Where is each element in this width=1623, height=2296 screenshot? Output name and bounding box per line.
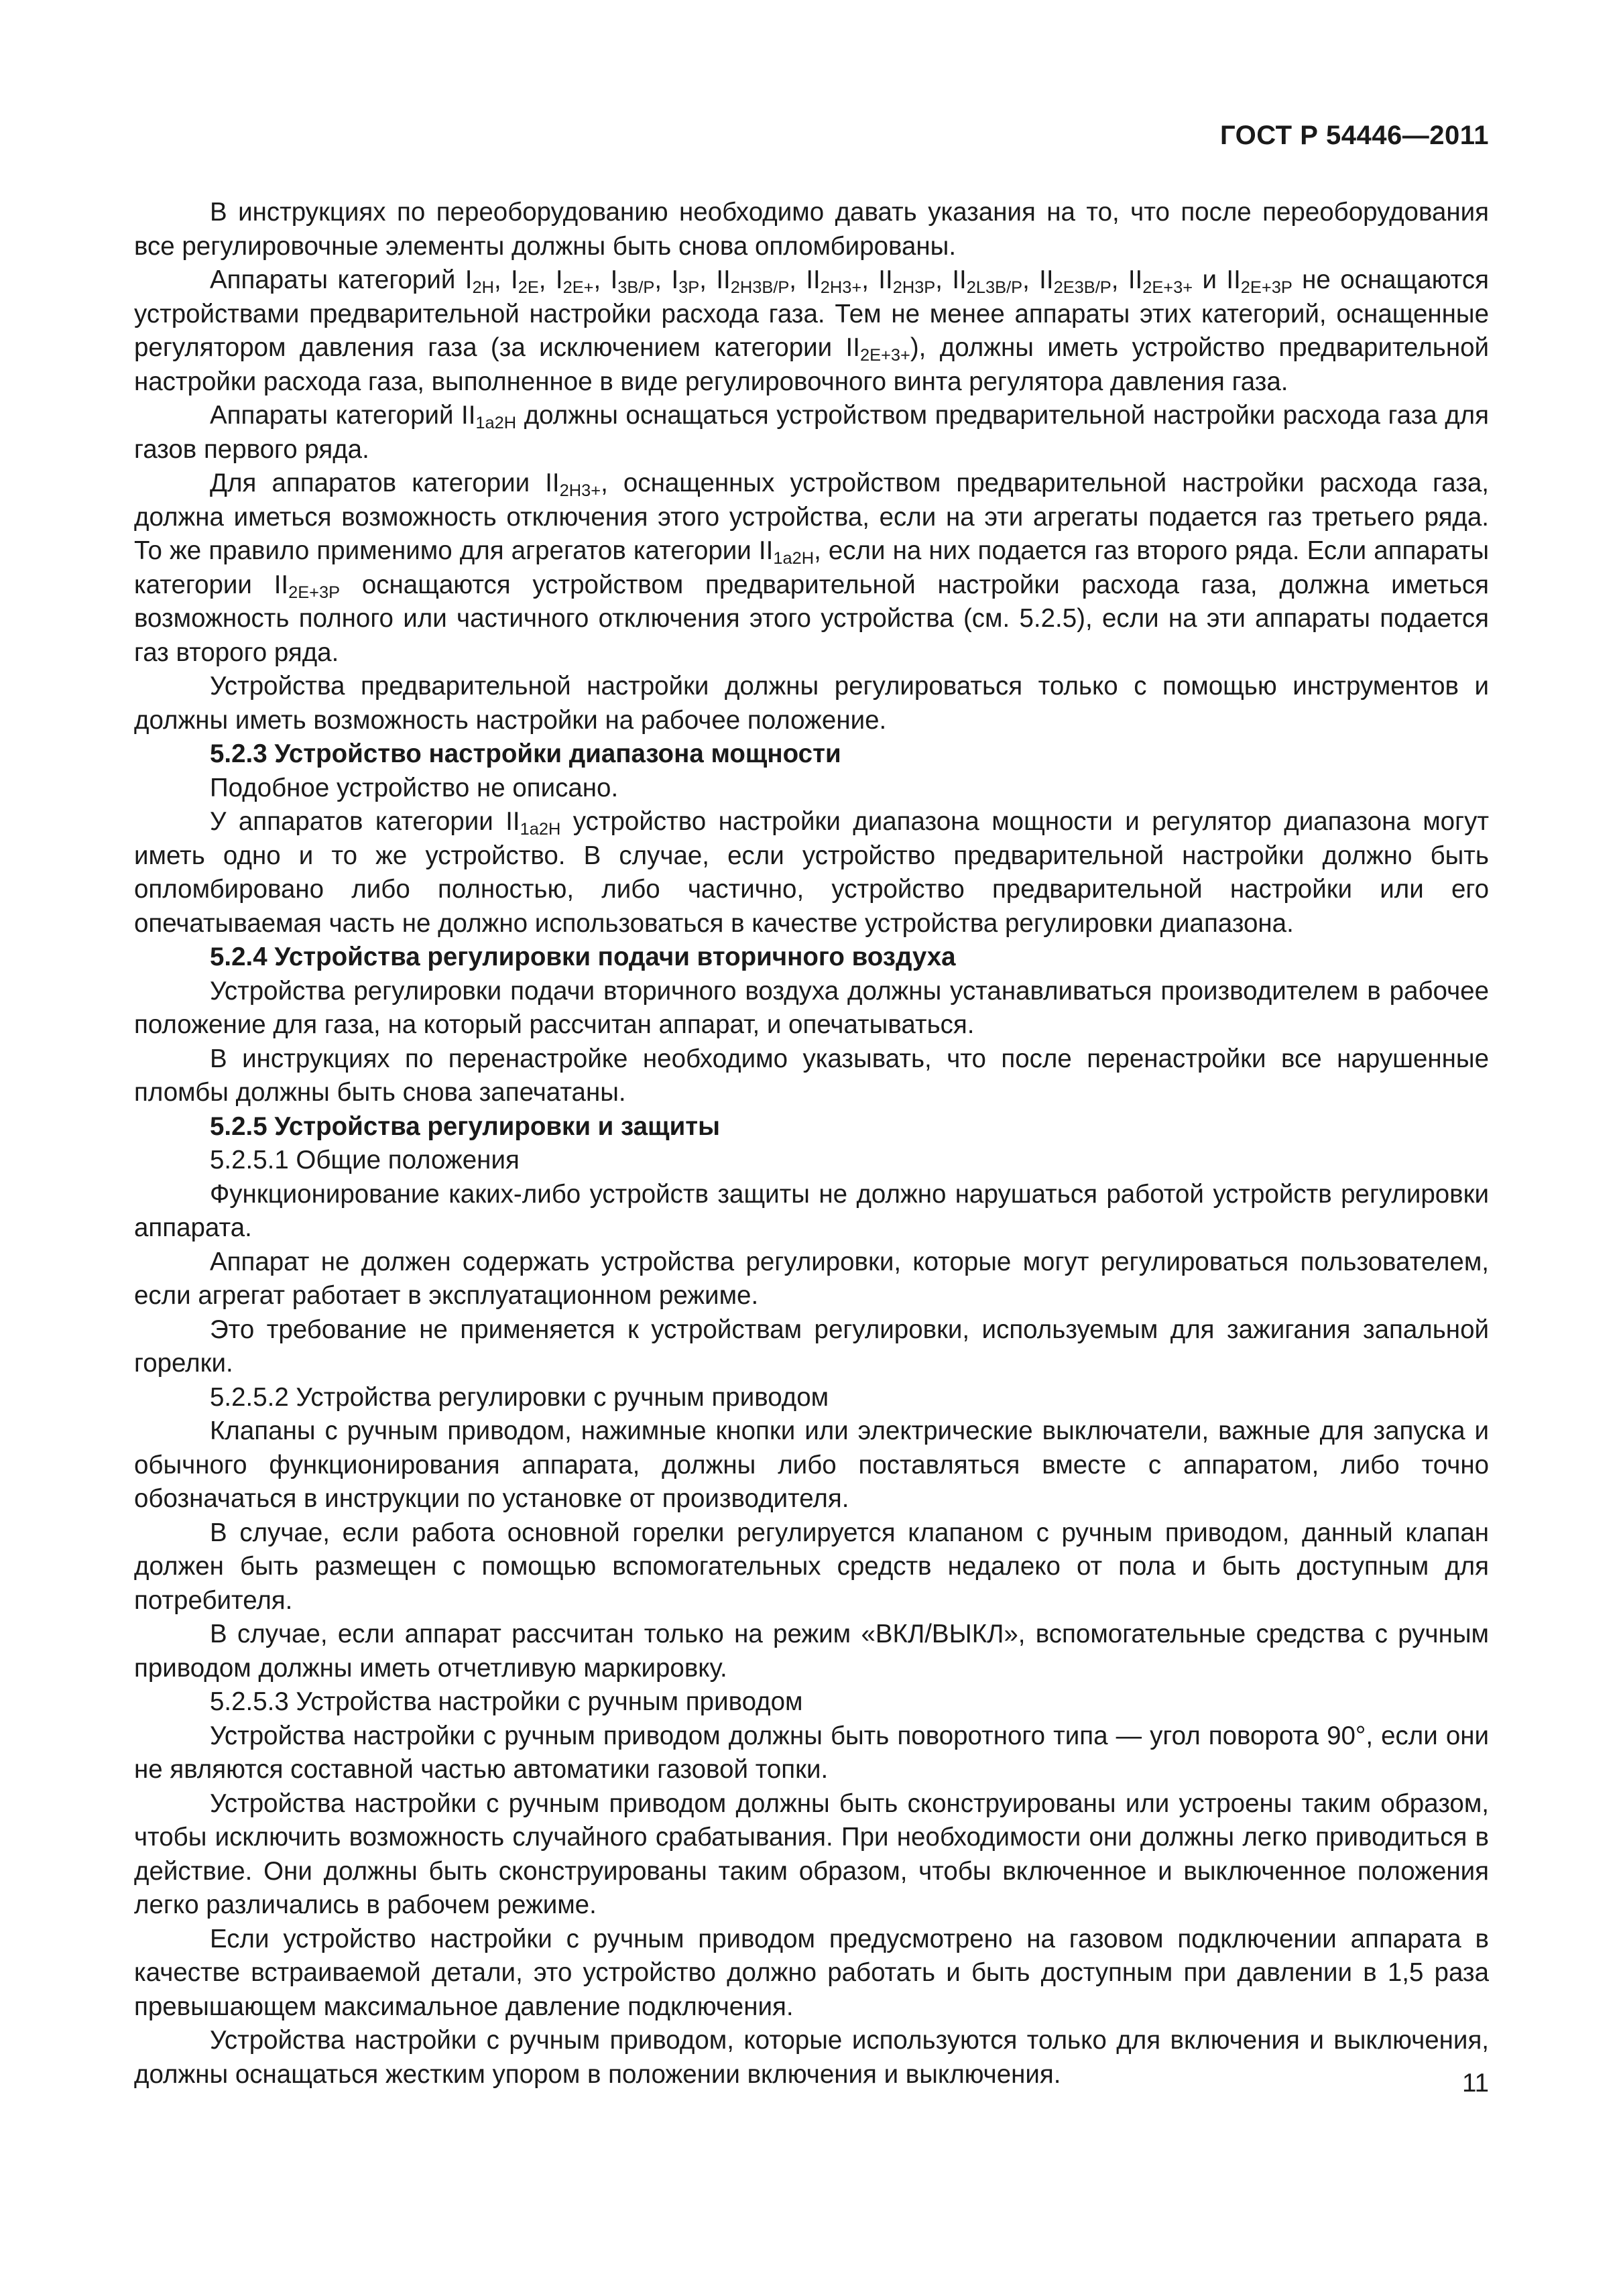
body-paragraph: В случае, если работа основной горелки регулируется клапаном с ручным приводом, данный клапан должен быть размещен с помощью вспомогательных средств недалеко от пола и быть доступным для потребителя. — [134, 1518, 1489, 1615]
body-paragraph: Устройства настройки с ручным приводом, которые используются только для включения и выключения, должны оснащаться жестким упором в положении включения и выключения. — [134, 2026, 1489, 2089]
body-paragraph: Аппараты категорий $II_{1a2H}$ должны оснащаться устройством предварительной настройки расхода газа для газов первого ряда. — [134, 401, 1489, 464]
body-paragraph: Аппараты категорий $I_{2H}$, $I_{2E}$, $I_{2E+}$, $I_{3B/P}$, $I_{3P}$, $II_{2H3B/P}$, $II_{2H3+}$, $II_{2H3P}$, $II_{2L3B/P}$, $II_{2E3B/P}$, $II_{2E+3+}$ и $II_{2E+3P}$ не оснащаются устройствами предварительной настройки расхода газа. Тем не менее аппараты этих категорий, оснащенные регулятором давления газа (за исключением категории $II_{2E+3+}$), должны иметь устройство предварительной настройки расхода газа, выполненное в виде регулировочного винта регулятора давления газа. — [134, 265, 1490, 396]
body-paragraph: Устройства настройки с ручным приводом должны быть сконструированы или устроены таким образом, чтобы исключить возможность случайного срабатывания. При необходимости они должны легко приводиться в действие. Они должны быть сконструированы таким образом, чтобы включенное и выключенное положения легко различались в рабочем режиме. — [134, 1789, 1489, 1919]
body-paragraph: В инструкциях по перенастройке необходимо указывать, что после перенастройки все нарушенные пломбы должны быть снова запечатаны. — [134, 1044, 1489, 1107]
section-heading: 5.2.3 Устройство настройки диапазона мощности — [210, 739, 841, 768]
body-paragraph: Аппарат не должен содержать устройства регулировки, которые могут регулироваться пользователем, если агрегат работает в эксплуатационном режиме. — [134, 1247, 1489, 1310]
body-paragraph: Для аппаратов категории $II_{2H3+}$, оснащенных устройством предварительной настройки расхода газа, должна иметься возможность отключения этого устройства, если на эти агрегаты подается газ третьего ряда. То же правило применимо для агрегатов категории $II_{1a2H}$, если на них подается газ второго ряда. Если аппараты категории $II_{2E+3P}$ оснащаются устройством предварительной настройки расхода газа, должна иметься возможность полного или частичного отключения этого устройства (см. 5.2.5), если на эти аппараты подается газ второго ряда. — [134, 469, 1489, 667]
body-paragraph: 5.2.5.3 Устройства настройки с ручным приводом — [210, 1687, 803, 1716]
body-paragraph: Это требование не применяется к устройствам регулировки, используемым для зажигания запальной горелки. — [134, 1315, 1489, 1378]
body-paragraph: 5.2.5.1 Общие положения — [210, 1146, 520, 1174]
body-paragraph: У аппаратов категории $II_{1a2H}$ устройство настройки диапазона мощности и регулятор диапазона могут иметь одно и то же устройство. В случае, если устройство предварительной настройки должно быть опломбировано либо полностью, либо частично, устройство предварительной настройки или его опечатываемая часть не должно использоваться в качестве устройства регулировки диапазона. — [134, 807, 1489, 938]
page-number: 11 — [1462, 2069, 1489, 2098]
body-paragraph: Клапаны с ручным приводом, нажимные кнопки или электрические выключатели, важные для запуска и обычного функционирования аппарата, должны либо поставляться вместе с аппаратом, либо точно обозначаться в инструкции по установке от производителя. — [134, 1416, 1489, 1513]
body-paragraph: Если устройство настройки с ручным приводом предусмотрено на газовом подключении аппарата в качестве встраиваемой детали, это устройство должно работать и быть доступным при давлении в 1,5 раза превышающем максимальное давление подключения. — [134, 1924, 1489, 2021]
body-paragraph: Функционирование каких-либо устройств защиты не должно нарушаться работой устройств регулировки аппарата. — [134, 1179, 1489, 1242]
body-paragraph: В инструкциях по переоборудованию необходимо давать указания на то, что после переоборудования все регулировочные элементы должны быть снова опломбированы. — [134, 198, 1489, 261]
body-paragraph: Подобное устройство не описано. — [210, 773, 619, 802]
body-paragraph: 5.2.5.2 Устройства регулировки с ручным приводом — [210, 1382, 829, 1412]
document-body — [134, 196, 1489, 2092]
section-heading: 5.2.5 Устройства регулировки и защиты — [210, 1111, 720, 1141]
section-heading: 5.2.4 Устройства регулировки подачи вторичного воздуха — [210, 943, 956, 971]
body-paragraph: Устройства предварительной настройки должны регулироваться только с помощью инструментов и должны иметь возможность настройки на рабочее положение. — [134, 672, 1489, 735]
standard-header: ГОСТ Р 54446—2011 — [1220, 121, 1489, 150]
body-paragraph: Устройства настройки с ручным приводом должны быть поворотного типа — угол поворота 90°, если они не являются составной частью автоматики газовой топки. — [134, 1721, 1489, 1784]
body-paragraph: Устройства регулировки подачи вторичного воздуха должны устанавливаться производителем в рабочее положение для газа, на который рассчитан аппарат, и опечатываться. — [134, 976, 1489, 1039]
body-paragraph: В случае, если аппарат рассчитан только на режим «ВКЛ/ВЫКЛ», вспомогательные средства с ручным приводом должны иметь отчетливую маркировку. — [134, 1620, 1489, 1683]
